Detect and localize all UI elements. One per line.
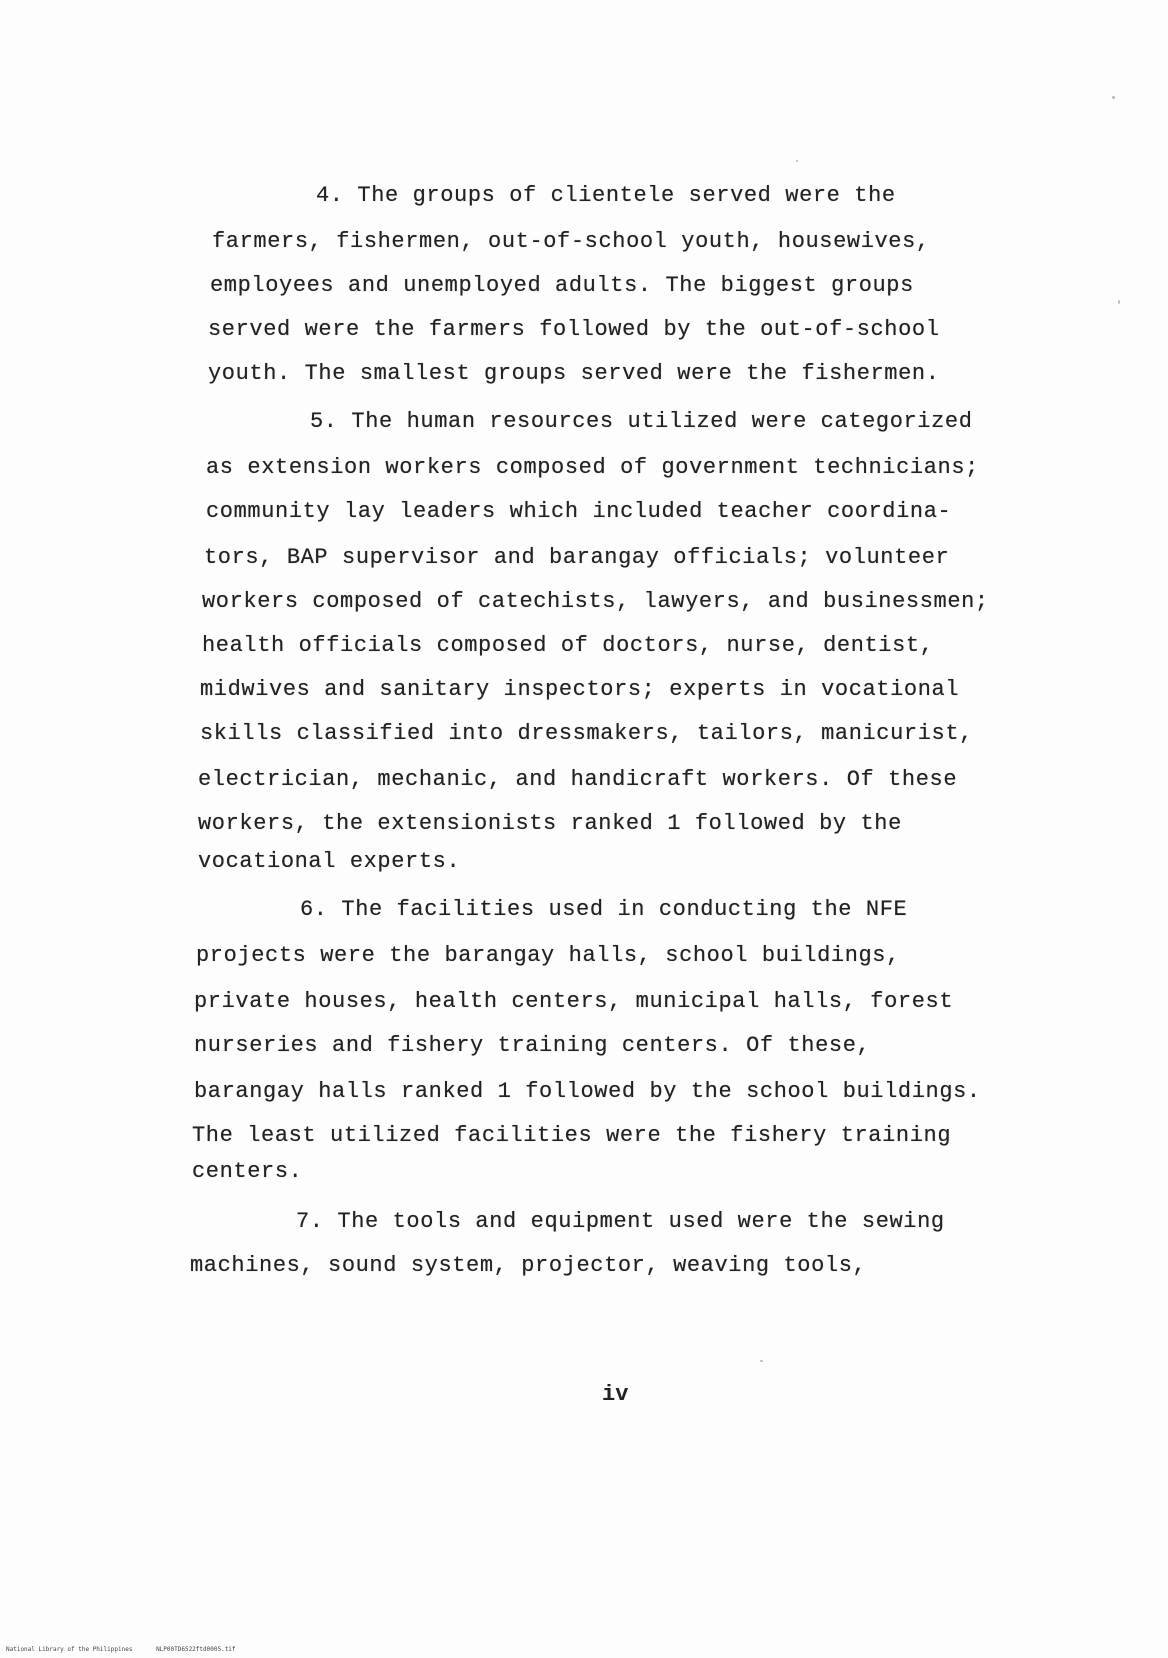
text-line: private houses, health centers, municipal halls, forest [194, 989, 954, 1014]
text-line: farmers, fishermen, out-of-school youth, housewives, [212, 229, 930, 254]
text-line: projects were the barangay halls, school buildings, [196, 943, 900, 968]
text-line: as extension workers composed of government technicians; [206, 455, 979, 480]
text-line: health officials composed of doctors, nurse, dentist, [202, 633, 934, 658]
text-line: nurseries and fishery training centers. Of these, [194, 1033, 871, 1058]
text-line: skills classified into dressmakers, tailors, manicurist, [200, 721, 973, 746]
text-line: 6. The facilities used in conducting the NFE [300, 897, 908, 922]
text-line: 4. The groups of clientele served were the [316, 183, 896, 208]
text-line: tors, BAP supervisor and barangay officials; volunteer [204, 545, 950, 570]
text-line: centers. [192, 1159, 303, 1184]
text-line: community lay leaders which included teacher coordina- [206, 499, 952, 524]
footer-library: National Library of the Philippines [6, 1646, 133, 1653]
scan-speck [796, 160, 798, 162]
text-line: barangay halls ranked 1 followed by the school buildings. [194, 1079, 981, 1104]
text-line: 7. The tools and equipment used were the sewing [296, 1209, 945, 1234]
scan-speck [760, 1360, 763, 1362]
text-line: workers, the extensionists ranked 1 followed by the [198, 811, 902, 836]
text-line: vocational experts. [198, 849, 461, 874]
text-line: workers composed of catechists, lawyers, and businessmen; [202, 589, 989, 614]
footer-file: NLP00TD6522ftd0005.tif [156, 1646, 236, 1653]
text-line: youth. The smallest groups served were the fishermen. [208, 361, 940, 386]
text-line: The least utilized facilities were the fishery training [192, 1123, 952, 1148]
page-number: iv [602, 1382, 629, 1407]
text-line: electrician, mechanic, and handicraft workers. Of these [198, 767, 958, 792]
text-line: machines, sound system, projector, weaving tools, [190, 1253, 867, 1278]
text-line: served were the farmers followed by the out-of-school [208, 317, 940, 342]
text-line: 5. The human resources utilized were categorized [310, 409, 973, 434]
scan-speck [1112, 96, 1115, 99]
text-line: employees and unemployed adults. The biggest groups [210, 273, 914, 298]
text-line: midwives and sanitary inspectors; experts in vocational [200, 677, 960, 702]
scan-footer [6, 1646, 236, 1654]
scan-speck [1118, 300, 1120, 304]
